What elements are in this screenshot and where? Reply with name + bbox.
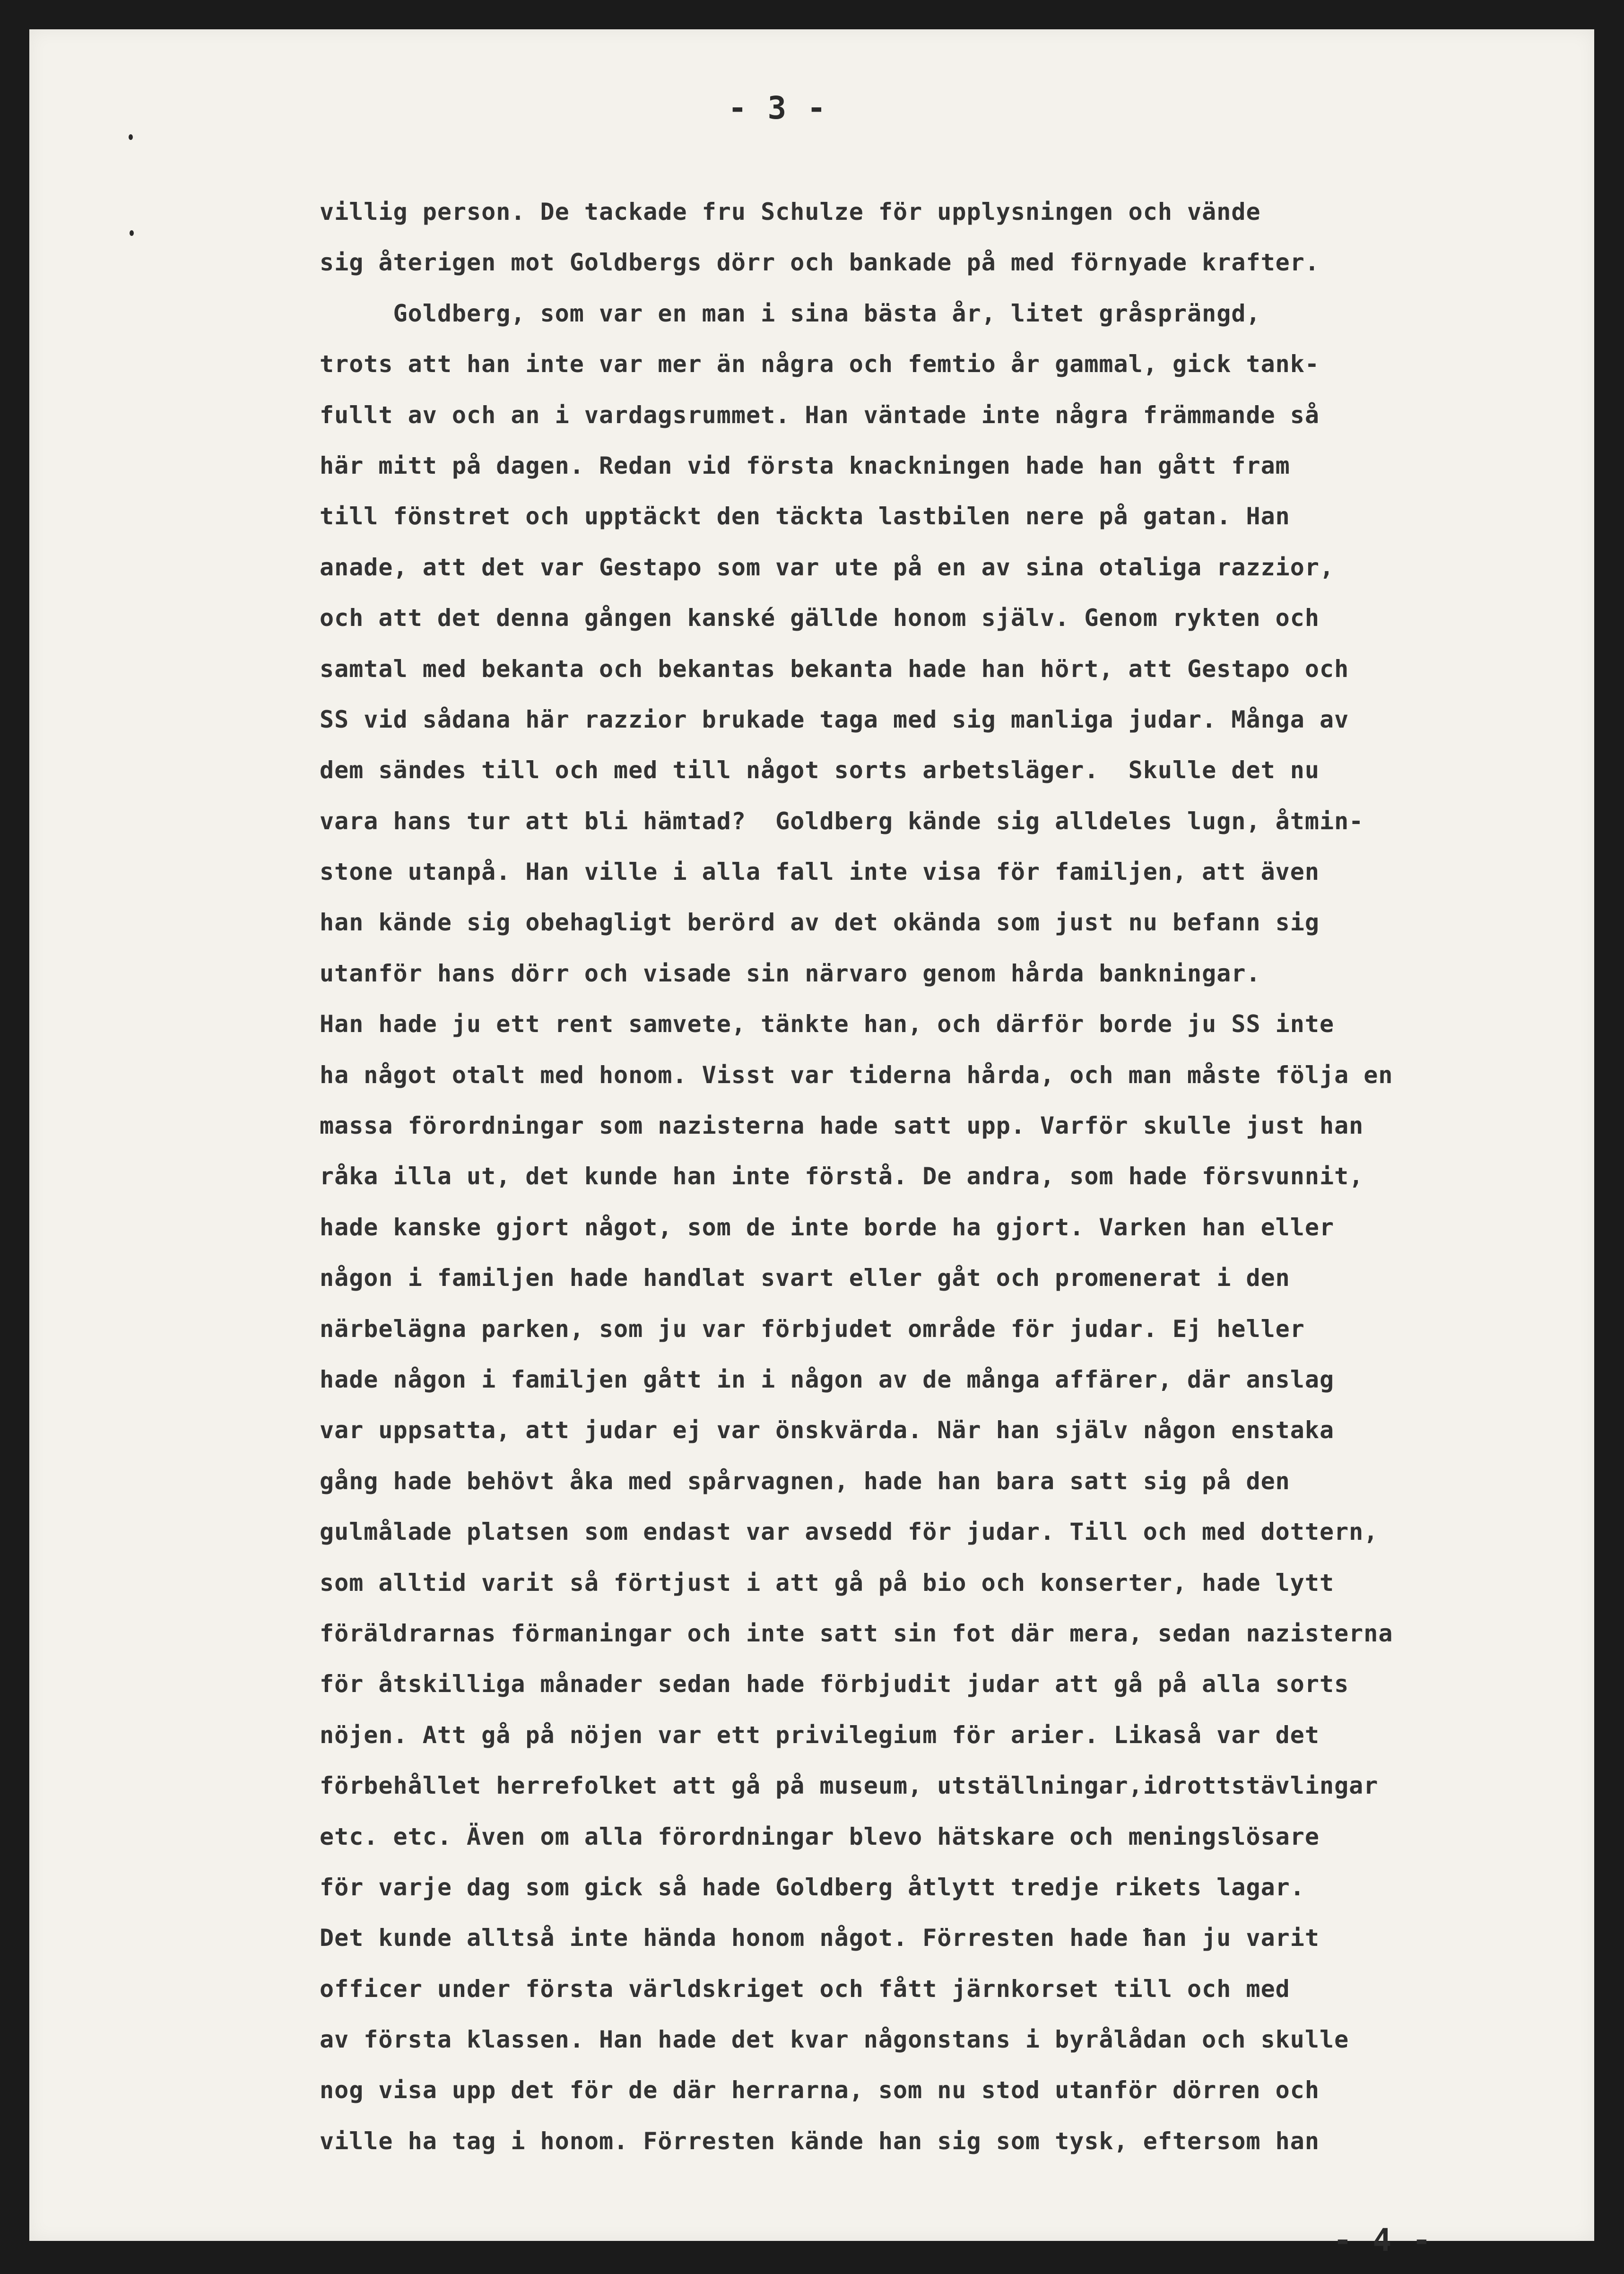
text-line: vara hans tur att bli hämtad? Goldberg kände sig alldeles lugn, åtmin- [320,807,1364,835]
text-line: nöjen. Att gå på nöjen var ett privilegium för arier. Likaså var det [320,1721,1320,1749]
margin-mark [129,134,133,140]
text-line: samtal med bekanta och bekantas bekanta hade han hört, att Gestapo och [320,655,1349,683]
page-number: - 3 - [728,90,827,126]
text-line: råka illa ut, det kunde han inte förstå. De andra, som hade försvunnit, [320,1163,1364,1190]
text-line: massa förordningar som nazisterna hade satt upp. Varför skulle just han [320,1112,1364,1140]
text-line: han kände sig obehagligt berörd av det okända som just nu befann sig [320,909,1320,937]
text-line: fullt av och an i vardagsrummet. Han väntade inte några främmande så [320,401,1320,429]
text-line: dem sändes till och med till något sorts arbetsläger. Skulle det nu [320,756,1320,784]
text-line: föräldrarnas förmaningar och inte satt sin fot där mera, sedan nazisterna [320,1619,1393,1647]
text-line: gång hade behövt åka med spårvagnen, hade han bara satt sig på den [320,1467,1290,1495]
text-line: och att det denna gången kanské gällde honom själv. Genom rykten och [320,604,1320,632]
body-text [320,187,1577,2167]
text-line: gulmålade platsen som endast var avsedd för judar. Till och med dottern, [320,1518,1379,1546]
text-line: var uppsatta, att judar ej var önskvärda. När han själv någon enstaka [320,1416,1335,1444]
text-line: till fönstret och upptäckt den täckta lastbilen nere på gatan. Han [320,503,1290,530]
text-line: för åtskilliga månader sedan hade förbjudit judar att gå på alla sorts [320,1670,1349,1698]
text-line: någon i familjen hade handlat svart eller gåt och promenerat i den [320,1264,1290,1292]
text-line: ville ha tag i honom. Förresten kände han sig som tysk, eftersom han [320,2127,1320,2155]
text-line: som alltid varit så förtjust i att gå på bio och konserter, hade lytt [320,1569,1335,1597]
text-line: hade någon i familjen gått in i någon av de många affärer, där anslag [320,1365,1335,1393]
next-page-number: - 4 - [1333,2222,1432,2258]
text-line: trots att han inte var mer än några och femtio år gammal, gick tank- [320,350,1320,378]
text-line: Han hade ju ett rent samvete, tänkte han, och därför borde ju SS inte [320,1010,1335,1038]
text-line: av första klassen. Han hade det kvar någonstans i byrålådan och skulle [320,2026,1349,2054]
text-line: ha något otalt med honom. Visst var tiderna hårda, och man måste följa en [320,1061,1393,1089]
text-line: förbehållet herrefolket att gå på museum, utställningar,idrottstävlingar [320,1772,1379,1800]
text-line: för varje dag som gick så hade Goldberg åtlytt tredje rikets lagar. [320,1873,1305,1901]
text-line: anade, att det var Gestapo som var ute på en av sina otaliga razzior, [320,553,1335,581]
text-line: Det kunde alltså inte hända honom något. Förresten hade ħan ju varit [320,1924,1320,1952]
text-line: Goldberg, som var en man i sina bästa år, litet gråsprängd, [320,299,1261,327]
text-line: officer under första världskriget och fått järnkorset till och med [320,1975,1290,2003]
margin-mark [130,230,134,236]
text-line: sig återigen mot Goldbergs dörr och bankade på med förnyade krafter. [320,249,1320,277]
text-line: närbelägna parken, som ju var förbjudet område för judar. Ej heller [320,1315,1305,1343]
text-line: SS vid sådana här razzior brukade taga med sig manliga judar. Många av [320,705,1349,733]
text-line: villig person. De tackade fru Schulze för upplysningen och vände [320,198,1261,226]
text-line: etc. etc. Även om alla förordningar blevo hätskare och meningslösare [320,1823,1320,1850]
text-line: stone utanpå. Han ville i alla fall inte visa för familjen, att även [320,858,1320,886]
text-line: nog visa upp det för de där herrarna, som nu stod utanför dörren och [320,2076,1320,2104]
text-line: hade kanske gjort något, som de inte borde ha gjort. Varken han eller [320,1213,1335,1241]
text-line: utanför hans dörr och visade sin närvaro genom hårda bankningar. [320,959,1261,987]
text-line: här mitt på dagen. Redan vid första knackningen hade han gått fram [320,451,1290,479]
